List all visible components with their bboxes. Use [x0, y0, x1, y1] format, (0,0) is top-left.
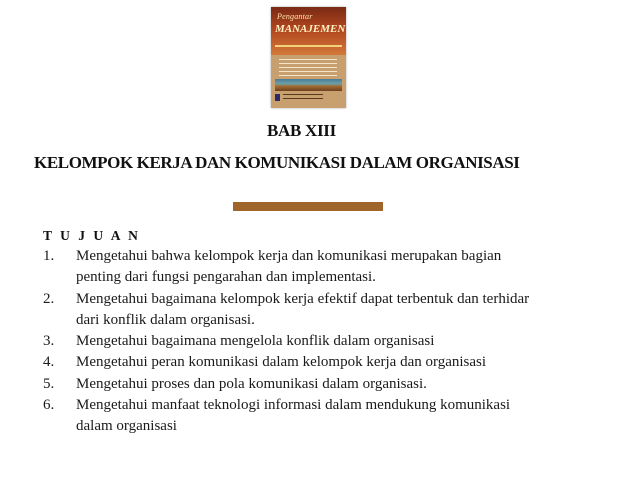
objective-item: [43, 246, 633, 289]
objective-number: 5.: [43, 375, 55, 392]
objectives-list: [43, 246, 633, 438]
objective-text: Mengetahui manfaat teknologi informasi dalam mendukung komunikasi: [76, 397, 511, 414]
cover-title-big: MANAJEMEN: [275, 23, 346, 35]
title-divider: [233, 202, 383, 211]
objective-number: 3.: [43, 333, 55, 350]
cover-publisher-logo: [275, 94, 280, 101]
objective-text: Mengetahui bagaimana kelompok kerja efektif dapat terbentuk dan terhidar: [76, 290, 530, 307]
objective-number: 2.: [43, 290, 55, 307]
chapter-title: KELOMPOK KERJA DAN KOMUNIKASI DALAM ORGANISASI: [34, 153, 520, 172]
objective-text: dalam organisasi: [76, 418, 177, 435]
cover-stripe: [275, 45, 342, 47]
objective-item: [43, 331, 633, 352]
objective-text: dari konflik dalam organisasi.: [76, 311, 255, 328]
cover-author-lines: [283, 94, 323, 102]
objective-item: [43, 395, 633, 438]
cover-title-small: Pengantar: [277, 12, 313, 21]
objective-text: Mengetahui peran komunikasi dalam kelompok kerja dan organisasi: [76, 354, 487, 371]
objective-text: Mengetahui proses dan pola komunikasi dalam organisasi.: [76, 375, 427, 392]
objectives-heading: T U J U A N: [43, 228, 141, 243]
objective-text: Mengetahui bagaimana mengelola konflik dalam organisasi: [76, 333, 435, 350]
objective-text: penting dari fungsi pengarahan dan implementasi.: [76, 269, 376, 286]
chapter-label: BAB XIII: [267, 121, 336, 140]
objective-number: 6.: [43, 397, 55, 414]
cover-text-lines: [279, 59, 337, 79]
objective-text: Mengetahui bahwa kelompok kerja dan komunikasi merupakan bagian: [76, 248, 502, 264]
cover-landscape-image: [275, 79, 342, 91]
objective-item: [43, 374, 633, 395]
objective-number: 1.: [43, 248, 55, 264]
objective-item: [43, 289, 633, 332]
objective-item: [43, 352, 633, 373]
objective-number: 4.: [43, 354, 55, 371]
book-cover-image: [271, 7, 346, 108]
